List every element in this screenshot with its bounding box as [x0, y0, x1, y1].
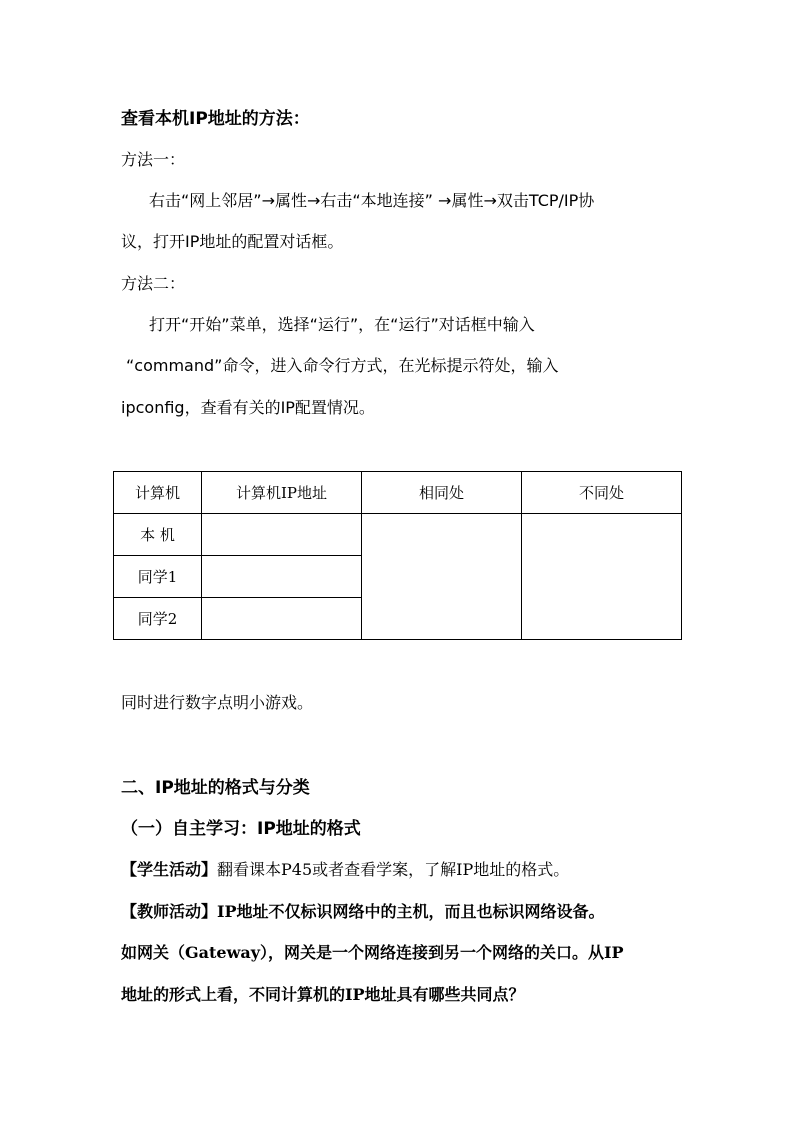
table-row	[114, 514, 682, 556]
header-differences: 不同处	[522, 472, 682, 514]
method2-line2: “command”命令，进入命令行方式，在光标提示符处，输入	[126, 356, 559, 375]
row-label: 同学2	[114, 598, 202, 640]
teacher-activity-line1: IP地址不仅标识网络中的主机，而且也标识网络设备。	[217, 902, 605, 921]
method2-title: 方法二：	[121, 274, 186, 293]
student-activity-label: 【学生活动】	[121, 860, 218, 879]
method1-title: 方法一：	[121, 150, 186, 169]
header-similarities: 相同处	[362, 472, 522, 514]
teacher-activity-line2: 如网关（Gateway），网关是一个网络连接到另一个网络的关口。从IP	[121, 943, 624, 962]
method2-line1: 打开“开始”菜单，选择“运行”，在“运行”对话框中输入	[149, 315, 535, 334]
header-ip-address: 计算机IP地址	[202, 472, 362, 514]
section2-subheading: （一）自主学习：IP地址的格式	[121, 819, 361, 839]
table-header-row	[114, 472, 682, 514]
ip-cell	[202, 556, 362, 598]
student-activity-text: 翻看课本P45或者查看学案，了解IP地址的格式。	[217, 860, 570, 879]
section2-heading: 二、IP地址的格式与分类	[121, 778, 310, 798]
row-label: 本 机	[114, 514, 202, 556]
section1-heading: 查看本机IP地址的方法：	[121, 109, 310, 129]
similarities-cell	[362, 514, 522, 640]
teacher-activity	[121, 901, 605, 923]
row-label: 同学1	[114, 556, 202, 598]
teacher-activity-label: 【教师活动】	[121, 902, 218, 921]
ip-cell	[202, 514, 362, 556]
teacher-activity-line3: 地址的形式上看，不同计算机的IP地址具有哪些共同点？	[121, 985, 525, 1004]
method1-line2: 议，打开IP地址的配置对话框。	[121, 232, 344, 251]
method2-line3: ipconfig，查看有关的IP配置情况。	[121, 398, 375, 417]
header-computer: 计算机	[114, 472, 202, 514]
ip-cell	[202, 598, 362, 640]
method1-line1: 右击“网上邻居”→属性→右击“本地连接” →属性→双击TCP/IP协	[149, 191, 595, 210]
differences-cell	[522, 514, 682, 640]
game-note: 同时进行数字点明小游戏。	[121, 693, 314, 712]
student-activity	[121, 859, 569, 881]
ip-comparison-table	[113, 471, 682, 640]
